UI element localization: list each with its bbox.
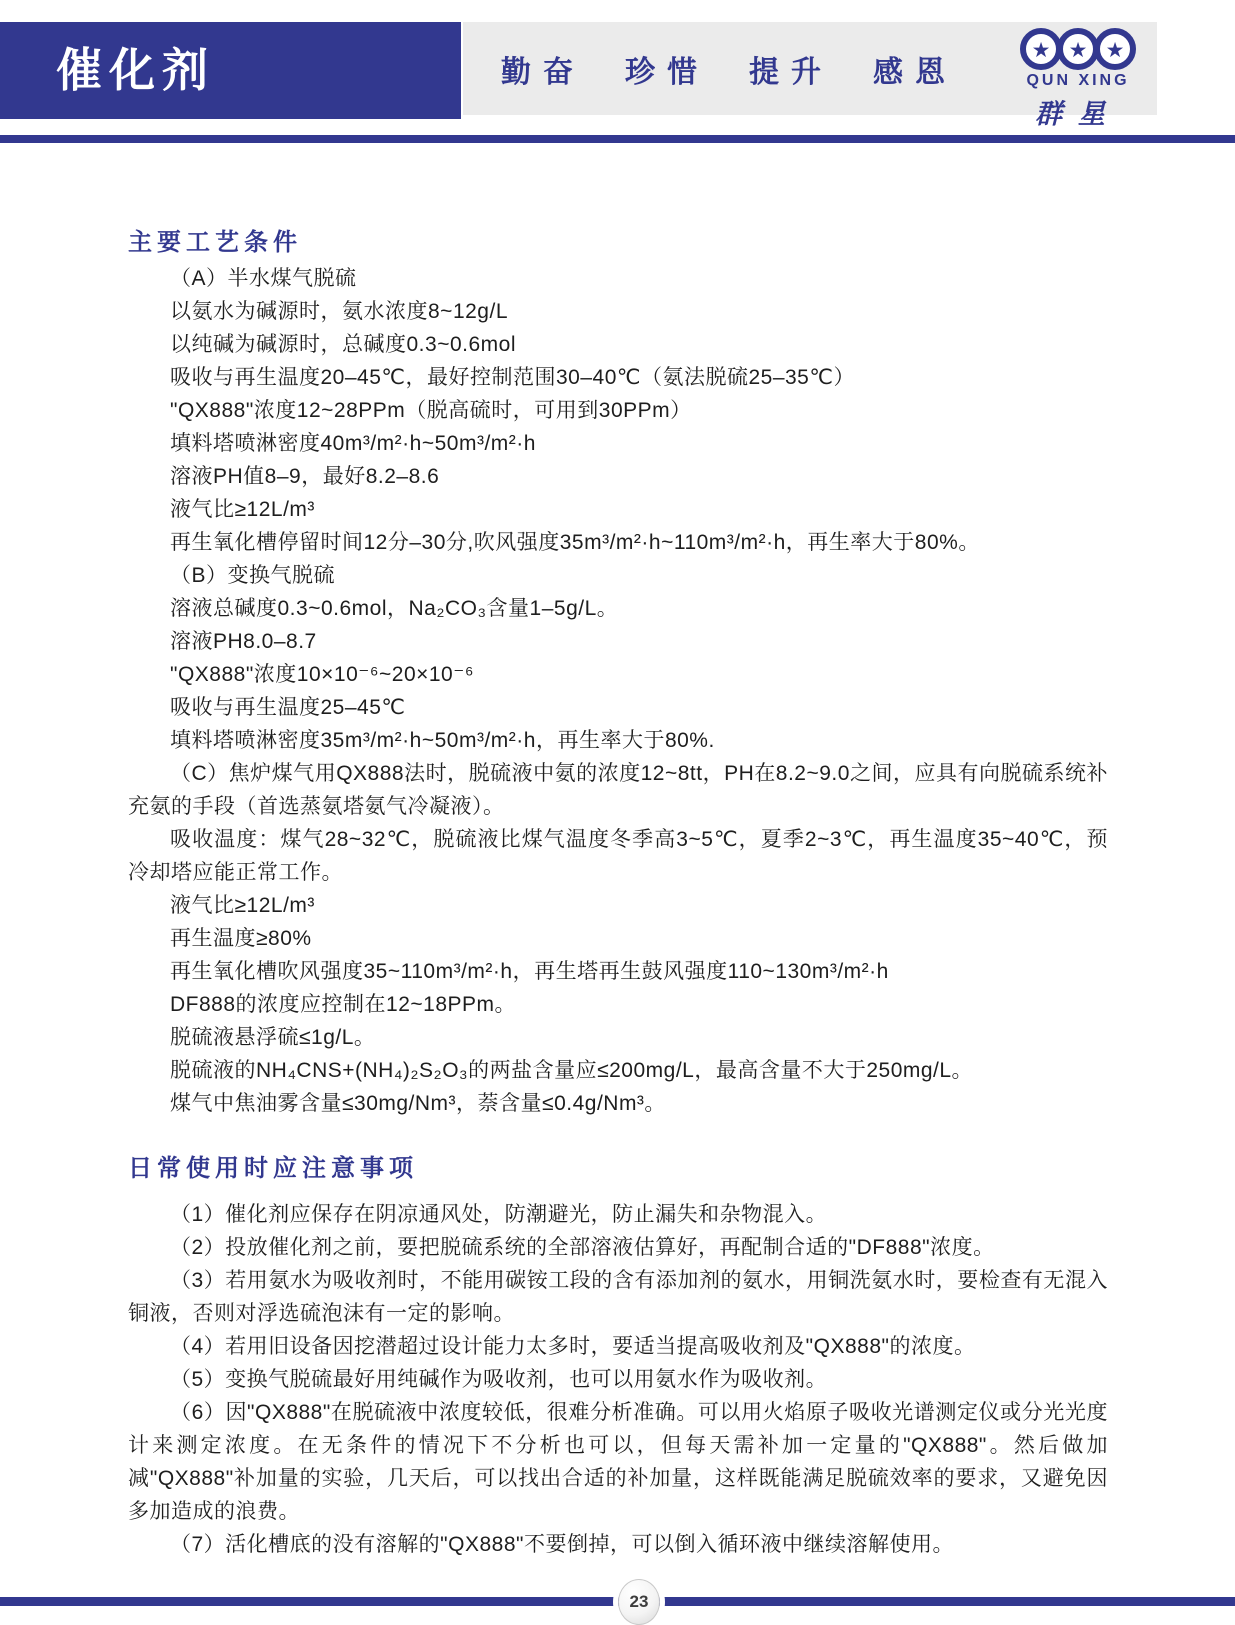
header-title-block [0,22,461,119]
process-condition-line: 吸收与再生温度20–45℃，最好控制范围30–40℃（氨法脱硫25–35℃） [170,366,855,389]
process-condition-line: 再生氧化槽停留时间12分–30分,吹风强度35m³/m²·h~110m³/m²·h，再生率大于80%。 [170,531,980,554]
company-logo [1008,26,1148,131]
slogan-word: 提升 [749,55,833,89]
slogan-word: 珍惜 [625,55,709,89]
svg-text:★: ★ [1105,39,1125,62]
process-condition-line: 填料塔喷淋密度40m³/m²·h~50m³/m²·h [170,432,536,455]
page-title: 催化剂 [56,44,215,96]
process-condition-line: 液气比≥12L/m³ [170,894,315,917]
process-condition-line: 溶液PH8.0–8.7 [170,630,317,653]
process-condition-line: 以纯碱为碱源时，总碱度0.3~0.6mol [170,333,516,356]
usage-note-line: （5）变换气脱硫最好用纯碱作为吸收剂，也可以用氨水作为吸收剂。 [170,1368,828,1391]
slogan-word: 感恩 [873,55,957,89]
svg-text:★: ★ [1068,39,1088,62]
process-condition-line: 填料塔喷淋密度35m³/m²·h~50m³/m²·h，再生率大于80%. [170,729,715,752]
logo-chinese-name: 群星 [1035,99,1121,129]
usage-note-line: （2）投放催化剂之前，要把脱硫系统的全部溶液估算好，再配制合适的"DF888"浓度。 [170,1236,995,1259]
process-condition-line: 溶液总碱度0.3~0.6mol，Na₂CO₃含量1–5g/L。 [170,597,619,620]
header-divider-rule [0,135,1235,143]
process-condition-line: 吸收与再生温度25–45℃ [170,696,406,719]
header-banner [463,22,1157,129]
usage-note-line: （6）因"QX888"在脱硫液中浓度较低，很难分析准确。可以用火焰原子吸收光谱测定仪或分光光度计来测定浓度。在无条件的情况下不分析也可以，但每天需补加一定量的"QX888"。然后做加减"QX888"补加量的实验，几天后，可以找出合适的补加量，这样既能满足脱硫效率的要求，又避免因多加造成的浪费。 [128,1401,1108,1523]
page-number-badge: 23 [618,1579,660,1625]
usage-note-line: （3）若用氨水为吸收剂时，不能用碳铵工段的含有添加剂的氨水，用铜洗氨水时，要检查有无混入铜液，否则对浮选硫泡沫有一定的影响。 [128,1269,1108,1325]
process-condition-line: DF888的浓度应控制在12~18PPm。 [170,993,517,1016]
process-condition-line: 吸收温度：煤气28~32℃，脱硫液比煤气温度冬季高3~5℃，夏季2~3℃，再生温度35~40℃，预冷却塔应能正常工作。 [128,828,1108,884]
usage-note-line: （4）若用旧设备因挖潜超过设计能力太多时，要适当提高吸收剂及"QX888"的浓度。 [170,1335,976,1358]
process-condition-line: "QX888"浓度10×10⁻⁶~20×10⁻⁶ [170,663,474,686]
slogan [501,22,957,115]
process-condition-line: （C）焦炉煤气用QX888法时，脱硫液中氨的浓度12~8tt，PH在8.2~9.0之间，应具有向脱硫系统补充氨的手段（首选蒸氨塔氨气冷凝液）。 [128,762,1108,818]
process-condition-line: 溶液PH值8–9，最好8.2–8.6 [170,465,440,488]
process-condition-line: 脱硫液悬浮硫≤1g/L。 [170,1026,376,1049]
section-title-process-conditions: 主要工艺条件 [128,229,302,256]
slogan-word: 勤奋 [501,55,585,89]
qunxing-rings-icon [1018,26,1138,74]
usage-note-line: （1）催化剂应保存在阴凉通风处，防潮避光，防止漏失和杂物混入。 [170,1203,828,1226]
process-condition-line: 液气比≥12L/m³ [170,498,315,521]
svg-text:★: ★ [1031,39,1051,62]
process-condition-line: 再生氧化槽吹风强度35~110m³/m²·h，再生塔再生鼓风强度110~130m³/m²·h [170,960,889,983]
process-condition-line: 煤气中焦油雾含量≤30mg/Nm³，萘含量≤0.4g/Nm³。 [170,1092,666,1115]
document-body [128,230,1108,1561]
process-condition-line: 以氨水为碱源时，氨水浓度8~12g/L [170,300,508,323]
section-title-usage-notes: 日常使用时应注意事项 [128,1155,418,1182]
process-condition-line: 脱硫液的NH₄CNS+(NH₄)₂S₂O₃的两盐含量应≤200mg/L，最高含量不大于250mg/L。 [170,1059,974,1082]
process-condition-line: 再生温度≥80% [170,927,312,950]
usage-note-line: （7）活化槽底的没有溶解的"QX888"不要倒掉，可以倒入循环液中继续溶解使用。 [170,1533,954,1556]
process-condition-line: （B）变换气脱硫 [170,564,336,587]
logo-latin-name: QUN XING [1026,72,1130,89]
process-condition-line: （A）半水煤气脱硫 [170,267,357,290]
process-condition-line: "QX888"浓度12~28PPm（脱高硫时，可用到30PPm） [170,399,692,422]
